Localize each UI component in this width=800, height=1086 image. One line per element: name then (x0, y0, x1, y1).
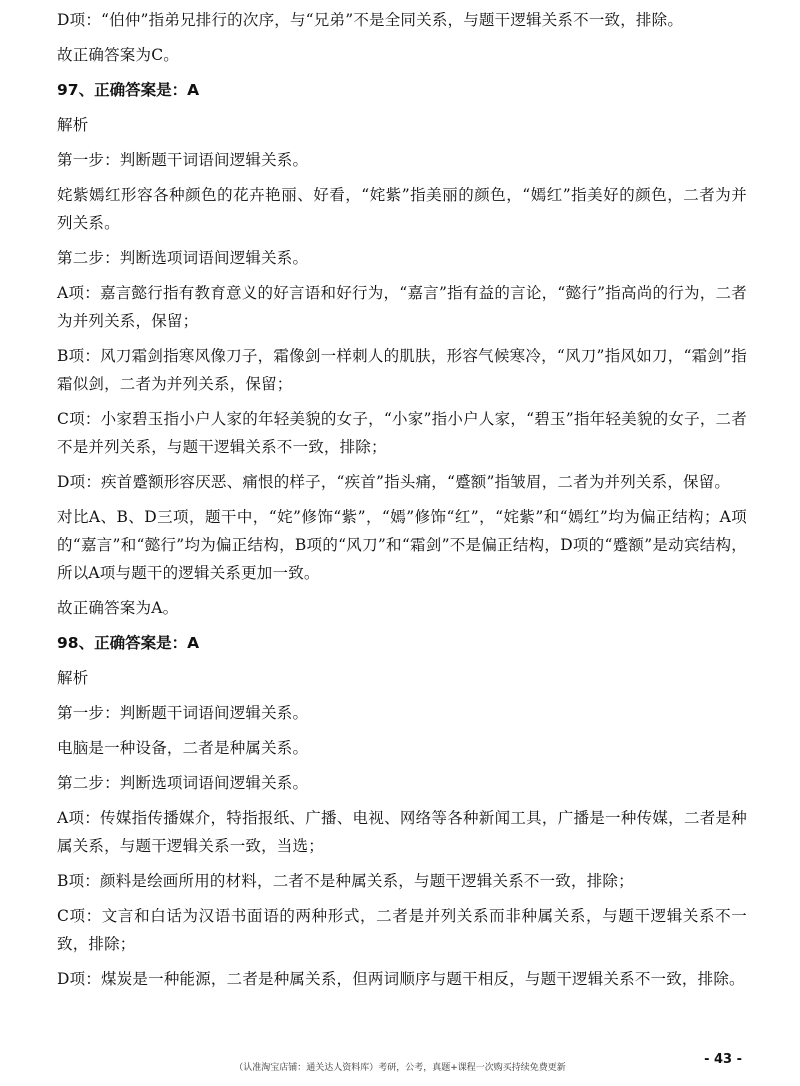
answer-conclusion: 故正确答案为C。 (57, 46, 179, 64)
step-two: 第二步：判断选项词语间逻辑关系。 (57, 249, 309, 267)
option-d-explanation: D项：“伯仲”指弟兄排行的次序，与“兄弟”不是全同关系，与题干逻辑关系不一致，排除。 (57, 11, 684, 29)
comparison-paragraph: 对比A、B、D三项，题干中，“姹”修饰“紫”，“嫣”修饰“红”，“姹紫”和“嫣红”均为偏正结构；A项的“嘉言”和“懿行”均为偏正结构，B项的“风刀”和“霜剑”不是偏正结构，D项的“蹙额”是动宾结构，所以A项与题干的逻辑关系更加一致。 (57, 508, 747, 582)
option-a-explanation: A项：嘉言懿行指有教育意义的好言语和好行为，“嘉言”指有益的言论，“懿行”指高尚的行为，二者为并列关系，保留； (57, 284, 747, 330)
footer-note: （认准淘宝店铺：通关达人资料库）考研，公考，真题+课程一次购买持续免费更新 (234, 1063, 566, 1073)
stem-explanation: 电脑是一种设备，二者是种属关系。 (57, 739, 309, 757)
analysis-label: 解析 (57, 116, 89, 134)
option-b-explanation: B项：颜料是绘画所用的材料，二者不是种属关系，与题干逻辑关系不一致，排除； (57, 872, 634, 890)
page-content (57, 6, 747, 1000)
step-two: 第二步：判断选项词语间逻辑关系。 (57, 774, 309, 792)
step-one: 第一步：判断题干词语间逻辑关系。 (57, 151, 309, 169)
option-d-explanation: D项：疾首蹙额形容厌恶、痛恨的样子，“疾首”指头痛，“蹙额”指皱眉，二者为并列关系，保留。 (57, 473, 731, 491)
option-c-explanation: C项：文言和白话为汉语书面语的两种形式，二者是并列关系而非种属关系，与题干逻辑关系不一致，排除； (57, 907, 747, 953)
page-number: - 43 - (704, 1052, 742, 1067)
step-one: 第一步：判断题干词语间逻辑关系。 (57, 704, 309, 722)
option-d-explanation: D项：煤炭是一种能源，二者是种属关系，但两词顺序与题干相反，与题干逻辑关系不一致，排除。 (57, 970, 745, 988)
question-98-answer-heading: 98、正确答案是：A (57, 634, 200, 652)
answer-conclusion: 故正确答案为A。 (57, 599, 179, 617)
stem-explanation: 姹紫嫣红形容各种颜色的花卉艳丽、好看，“姹紫”指美丽的颜色，“嫣红”指美好的颜色，二者为并列关系。 (57, 186, 747, 232)
option-a-explanation: A项：传媒指传播媒介，特指报纸、广播、电视、网络等各种新闻工具，广播是一种传媒，二者是种属关系，与题干逻辑关系一致，当选； (57, 809, 747, 855)
question-97-answer-heading: 97、正确答案是：A (57, 81, 200, 99)
analysis-label: 解析 (57, 669, 89, 687)
option-c-explanation: C项：小家碧玉指小户人家的年轻美貌的女子，“小家”指小户人家，“碧玉”指年轻美貌的女子，二者不是并列关系，与题干逻辑关系不一致，排除； (57, 410, 747, 456)
option-b-explanation: B项：风刀霜剑指寒风像刀子，霜像剑一样刺人的肌肤，形容气候寒冷，“风刀”指风如刀，“霜剑”指霜似剑，二者为并列关系，保留； (57, 347, 747, 393)
